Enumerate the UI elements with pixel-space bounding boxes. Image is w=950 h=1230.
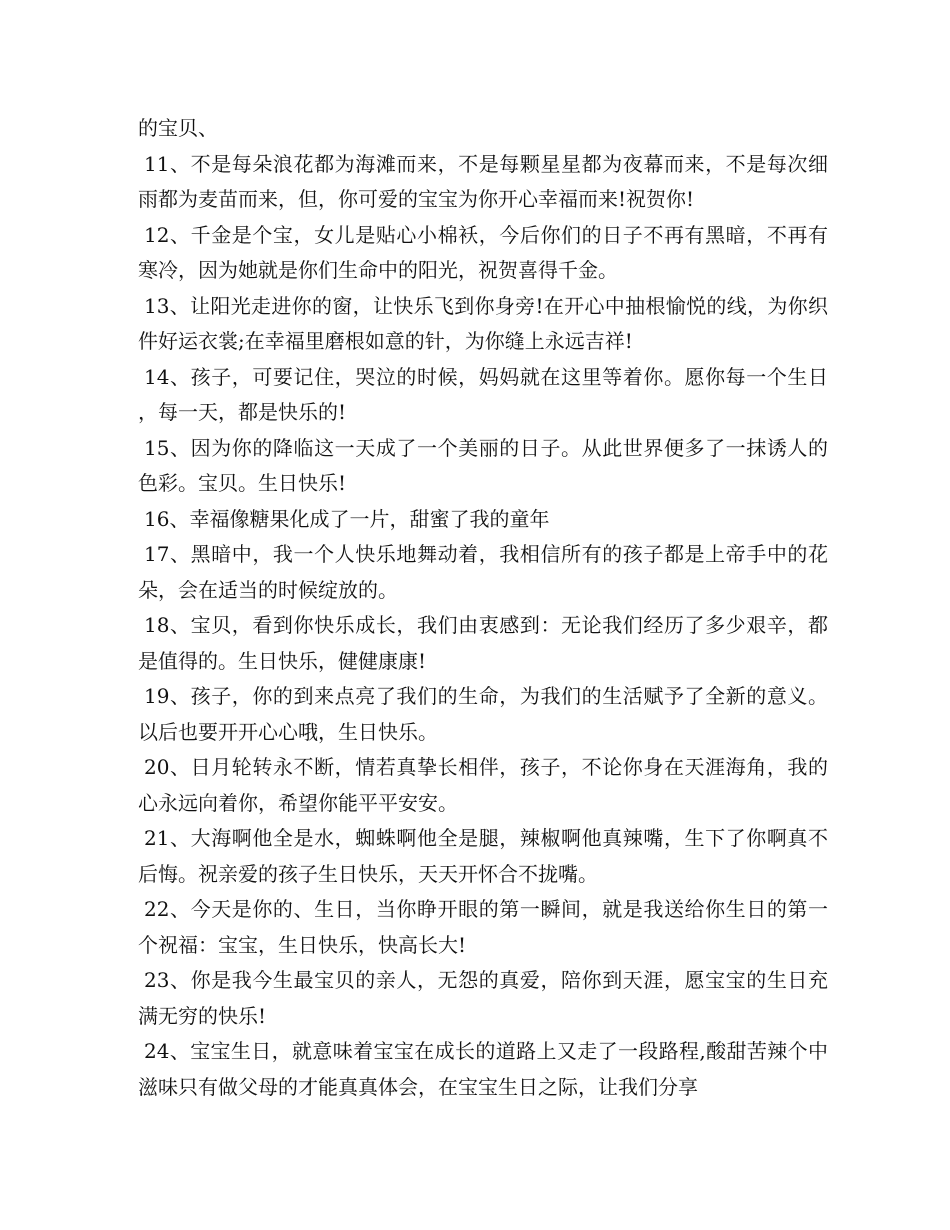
paragraph-item-22: 22、今天是你的、生日，当你睁开眼的第一瞬间，就是我送给你生日的第一个祝福：宝宝，生日快乐，快高长大! bbox=[138, 897, 828, 957]
paragraph-item-12: 12、千金是个宝，女儿是贴心小棉袄，今后你们的日子不再有黑暗，不再有寒冷，因为她就是你们生命中的阳光，祝贺喜得千金。 bbox=[138, 222, 828, 282]
document-body bbox=[138, 111, 828, 1105]
paragraph-item-16: 16、幸福像糖果化成了一片，甜蜜了我的童年 bbox=[144, 506, 550, 531]
paragraph-continuation: 的宝贝、 bbox=[138, 116, 218, 140]
paragraph-item-13: 13、让阳光走进你的窗，让快乐飞到你身旁!在开心中抽根愉悦的线，为你织件好运衣裳;在幸福里磨根如意的针，为你缝上永远吉祥! bbox=[138, 293, 828, 353]
paragraph-item-15: 15、因为你的降临这一天成了一个美丽的日子。从此世界便多了一抹诱人的色彩。宝贝。生日快乐! bbox=[138, 435, 828, 495]
paragraph-item-11: 11、不是每朵浪花都为海滩而来，不是每颗星星都为夜幕而来，不是每次细雨都为麦苗而来，但，你可爱的宝宝为你开心幸福而来!祝贺你! bbox=[138, 151, 828, 211]
paragraph-item-18: 18、宝贝，看到你快乐成长，我们由衷感到：无论我们经历了多少艰辛，都是值得的。生日快乐，健健康康! bbox=[138, 613, 828, 673]
paragraph-item-14: 14、孩子，可要记住，哭泣的时候，妈妈就在这里等着你。愿你每一个生日，每一天，都是快乐的! bbox=[138, 364, 828, 424]
paragraph-item-21: 21、大海啊他全是水，蜘蛛啊他全是腿，辣椒啊他真辣嘴，生下了你啊真不后悔。祝亲爱的孩子生日快乐，天天开怀合不拢嘴。 bbox=[138, 826, 828, 886]
paragraph-item-17: 17、黑暗中，我一个人快乐地舞动着，我相信所有的孩子都是上帝手中的花朵，会在适当的时候绽放的。 bbox=[138, 542, 828, 602]
paragraph-item-24: 24、宝宝生日，就意味着宝宝在成长的道路上又走了一段路程,酸甜苦辣个中滋味只有做父母的才能真真体会，在宝宝生日之际，让我们分享 bbox=[138, 1039, 828, 1099]
paragraph-item-20: 20、日月轮转永不断，情若真挚长相伴，孩子，不论你身在天涯海角，我的心永远向着你，希望你能平平安安。 bbox=[138, 755, 828, 815]
paragraph-item-19: 19、孩子，你的到来点亮了我们的生命，为我们的生活赋予了全新的意义。以后也要开开心心哦，生日快乐。 bbox=[138, 684, 828, 744]
paragraph-item-23: 23、你是我今生最宝贝的亲人，无怨的真爱，陪你到天涯，愿宝宝的生日充满无穷的快乐! bbox=[138, 968, 828, 1028]
